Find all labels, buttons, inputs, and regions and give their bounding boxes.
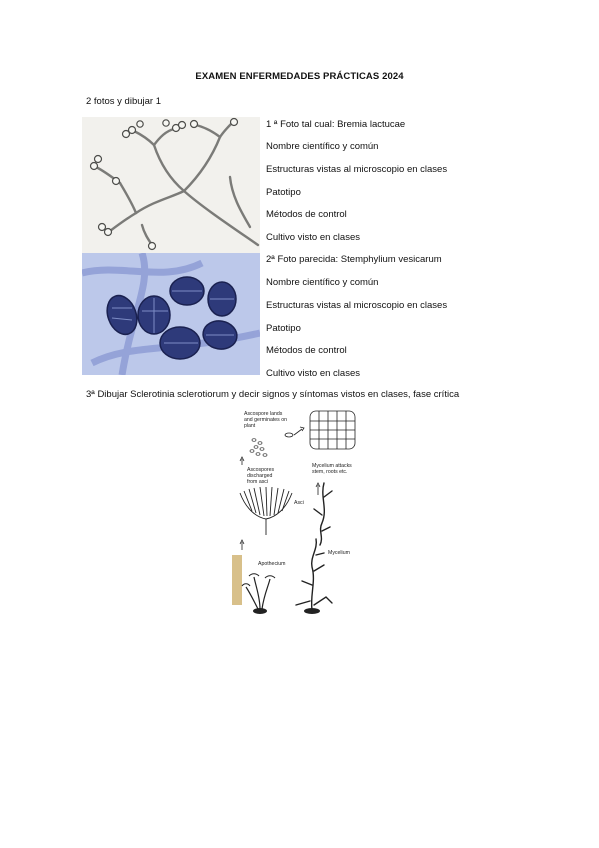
label-ascospore-lands-3: plant: [244, 423, 256, 429]
label-ascospores-2: discharged: [247, 473, 273, 479]
label-mycelium: Mycelium: [328, 550, 350, 556]
stemphylium-photo: [82, 253, 260, 375]
label-ascospores-3: from asci: [247, 479, 269, 485]
photo1-line-3: Estructuras vistas al microscopio en clases: [266, 164, 448, 175]
bremia-lactucae-photo: [82, 117, 260, 253]
label-ascospore-lands-2: and germinates on: [244, 417, 287, 423]
photo2-line-4: Patotipo: [266, 323, 301, 334]
intro-text: 2 fotos y dibujar 1: [86, 96, 161, 107]
photo1-line-4: Patotipo: [266, 187, 301, 198]
photo1-line-6: Cultivo visto en clases: [266, 232, 360, 243]
label-asci: Asci: [294, 500, 304, 506]
photo2-line-3: Estructuras vistas al microscopio en clases: [266, 300, 448, 311]
photo1-line-5: Métodos de control: [266, 209, 347, 220]
label-ascospore-lands-1: Ascospore lands: [244, 411, 283, 417]
photo1-line-1: 1 ª Foto tal cual: Bremia lactucae: [266, 119, 406, 130]
question-3: 3ª Dibujar Sclerotinia sclerotiorum y decir signos y síntomas vistos en clases, fase crítica: [86, 389, 460, 400]
photo2-line-5: Métodos de control: [266, 345, 347, 356]
exam-title: EXAMEN ENFERMEDADES PRÁCTICAS 2024: [195, 71, 404, 82]
label-ascospores-1: Ascospores: [247, 467, 275, 473]
photo1-line-2: Nombre científico y común: [266, 141, 379, 152]
photo2-line-1: 2ª Foto parecida: Stemphylium vesicarum: [266, 254, 442, 265]
label-mycelium-attacks-2: stem, roots etc.: [312, 469, 348, 475]
photo2-line-6: Cultivo visto en clases: [266, 368, 360, 379]
sclerotinia-life-cycle-diagram: [232, 405, 357, 617]
label-apothecium: Apothecium: [258, 561, 286, 567]
label-mycelium-attacks-1: Mycelium attacks: [312, 463, 352, 469]
photo2-line-2: Nombre científico y común: [266, 277, 379, 288]
